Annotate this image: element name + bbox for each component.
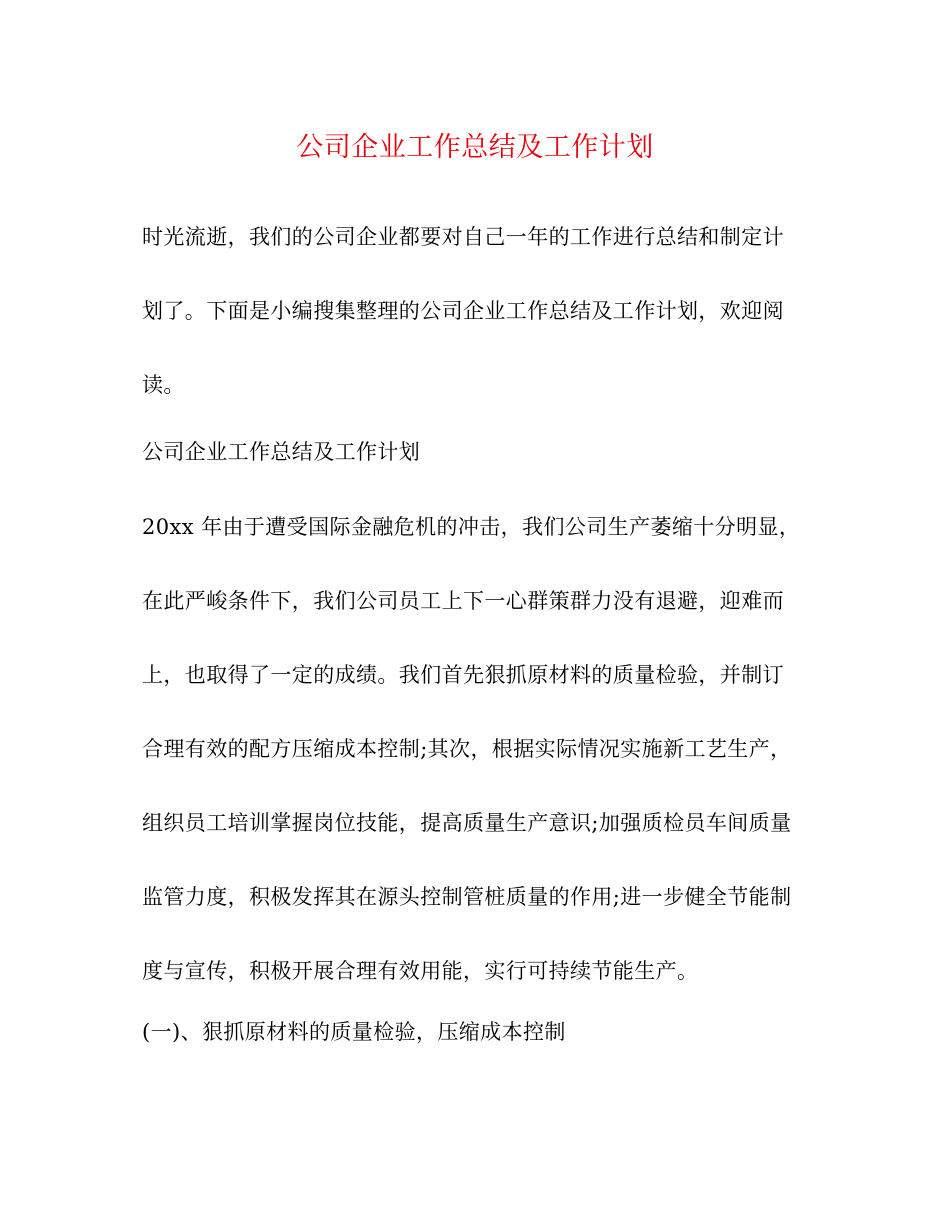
- body-line: 在此严峻条件下，我们公司员工上下一心群策群力没有退避，迎难而: [142, 589, 784, 613]
- intro-line: 划了。下面是小编搜集整理的公司企业工作总结及工作计划，欢迎阅: [142, 299, 784, 323]
- intro-line: 读。: [142, 373, 185, 397]
- subheading: [142, 436, 822, 510]
- intro-paragraph: [142, 221, 822, 443]
- body-paragraph: [142, 511, 822, 1029]
- document-title: 公司企业工作总结及工作计划: [296, 132, 654, 163]
- body-line: 组织员工培训掌握岗位技能，提高质量生产意识;加强质检员车间质量: [142, 811, 792, 835]
- section-heading: [142, 1016, 822, 1090]
- body-line: 合理有效的配方压缩成本控制;其次，根据实际情况实施新工艺生产，: [142, 737, 792, 761]
- body-line: 20xx 年由于遭受国际金融危机的冲击，我们公司生产萎缩十分明显，: [142, 515, 801, 539]
- body-line: 上，也取得了一定的成绩。我们首先狠抓原材料的质量检验，并制订: [142, 663, 784, 687]
- section-heading-text: (一)、狠抓原材料的质量检验，压缩成本控制: [142, 1020, 566, 1044]
- subheading-text: 公司企业工作总结及工作计划: [142, 440, 421, 464]
- intro-line: 时光流逝，我们的公司企业都要对自己一年的工作进行总结和制定计: [142, 225, 784, 249]
- body-line: 度与宣传，积极开展合理有效用能，实行可持续节能生产。: [142, 959, 699, 983]
- body-line: 监管力度，积极发挥其在源头控制管桩质量的作用;进一步健全节能制: [142, 885, 792, 909]
